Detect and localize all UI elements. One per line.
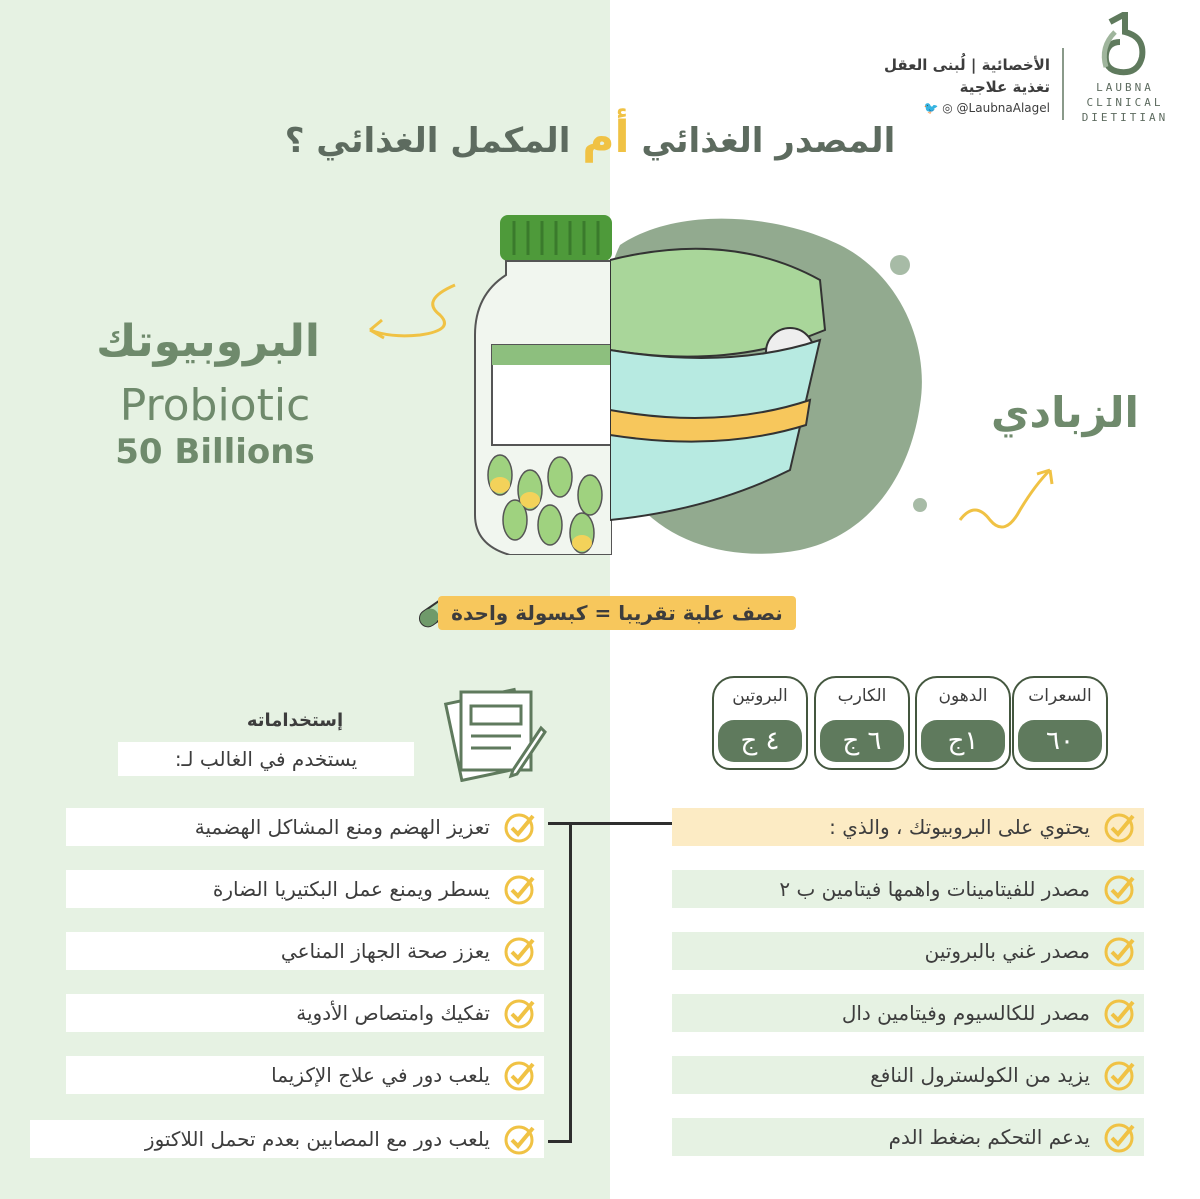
page-title — [270, 112, 910, 163]
logo-text-3: DIETITIAN — [1081, 111, 1169, 124]
nutrition-box-fat — [915, 676, 1011, 770]
connector-bracket — [548, 822, 572, 1140]
list-item — [66, 932, 544, 970]
connector-line — [548, 1140, 572, 1143]
logo-divider — [1062, 48, 1064, 120]
check-icon — [504, 1059, 536, 1091]
list-item — [66, 1056, 544, 1094]
nutrition-value: ٦ ج — [820, 720, 904, 762]
list-item — [30, 1120, 544, 1158]
check-icon — [504, 811, 536, 843]
list-item — [66, 994, 544, 1032]
title-part-2: المكمل الغذائي ؟ — [284, 121, 571, 161]
list-item — [672, 870, 1144, 908]
title-accent: أم — [582, 112, 630, 163]
probiotic-name-en: Probiotic — [119, 380, 311, 431]
list-item-text: يعزز صحة الجهاز المناعي — [280, 939, 490, 963]
nutrition-value: ٦٠ — [1018, 720, 1102, 762]
arrow-to-probiotic-icon — [360, 280, 460, 350]
nutrition-label: الدهون — [938, 686, 988, 706]
nutrition-box-protein — [712, 676, 808, 770]
list-item-text: يلعب دور مع المصابين بعدم تحمل اللاكتوز — [144, 1127, 490, 1151]
nutrition-label: البروتين — [732, 686, 788, 706]
check-icon — [1104, 935, 1136, 967]
list-item-text: يسطر ويمنع عمل البكتيريا الضارة — [212, 877, 490, 901]
yogurt-cup-icon — [610, 240, 835, 550]
check-icon — [504, 1123, 536, 1155]
probiotic-name-ar: البروبيوتك — [96, 316, 320, 367]
list-item — [672, 932, 1144, 970]
list-item-text: يحتوي على البروبيوتك ، والذي : — [829, 815, 1090, 839]
list-item — [66, 808, 544, 846]
check-icon — [504, 873, 536, 905]
logo-text-1: LAUBNA — [1096, 81, 1154, 94]
list-item-text: مصدر غني بالبروتين — [924, 939, 1090, 963]
nutrition-box-carb — [814, 676, 910, 770]
list-item-text: يزيد من الكولسترول النافع — [870, 1063, 1090, 1087]
check-icon — [1104, 811, 1136, 843]
nutrition-label: الكارب — [837, 686, 887, 706]
documents-icon — [435, 682, 555, 782]
list-item-text: مصدر للفيتامينات واهمها فيتامين ب ٢ — [779, 877, 1090, 901]
check-icon — [504, 935, 536, 967]
uses-title: إستخداماته — [246, 710, 344, 731]
credit-handle — [923, 101, 1050, 115]
list-item — [672, 808, 1144, 846]
list-item-text: مصدر للكالسيوم وفيتامين دال — [841, 1001, 1090, 1025]
check-icon — [1104, 997, 1136, 1029]
twitter-icon: 🐦 — [923, 101, 939, 115]
credit-name: الأخصائية | لُبنى العقل — [883, 56, 1050, 74]
check-icon — [1104, 1121, 1136, 1153]
nutrition-value: ٤ ج — [718, 720, 802, 762]
arrow-to-yogurt-icon — [955, 460, 1065, 540]
nutrition-value: ١ج — [921, 720, 1005, 762]
check-icon — [1104, 1059, 1136, 1091]
list-item — [672, 994, 1144, 1032]
equivalence-note: نصف علبة تقريبا = كبسولة واحدة — [438, 596, 796, 630]
credit-specialty: تغذية علاجية — [959, 78, 1050, 96]
list-item — [66, 870, 544, 908]
uses-subtitle: يستخدم في الغالب لـ: — [118, 742, 414, 776]
handle-text: @LaubnaAlagel — [956, 101, 1050, 115]
check-icon — [504, 997, 536, 1029]
check-icon — [1104, 873, 1136, 905]
list-item-text: يدعم التحكم بضغط الدم — [888, 1125, 1090, 1149]
list-item-text: تعزيز الهضم ومنع المشاكل الهضمية — [194, 815, 490, 839]
title-part-1: المصدر الغذائي — [641, 121, 896, 161]
yogurt-name: الزبادي — [991, 388, 1139, 437]
list-item — [672, 1118, 1144, 1156]
logo-wordmark — [1080, 80, 1170, 125]
logo-text-2: CLINICAL — [1086, 96, 1164, 109]
nutrition-label: السعرات — [1028, 686, 1092, 706]
list-item-text: تفكيك وامتصاص الأدوية — [296, 1001, 490, 1025]
instagram-icon: ◎ — [942, 101, 953, 115]
nutrition-box-calories — [1012, 676, 1108, 770]
probiotic-count: 50 Billions — [115, 432, 315, 472]
list-item-text: يلعب دور في علاج الإكزيما — [271, 1063, 490, 1087]
list-item — [672, 1056, 1144, 1094]
probiotic-jar-icon — [470, 215, 612, 555]
